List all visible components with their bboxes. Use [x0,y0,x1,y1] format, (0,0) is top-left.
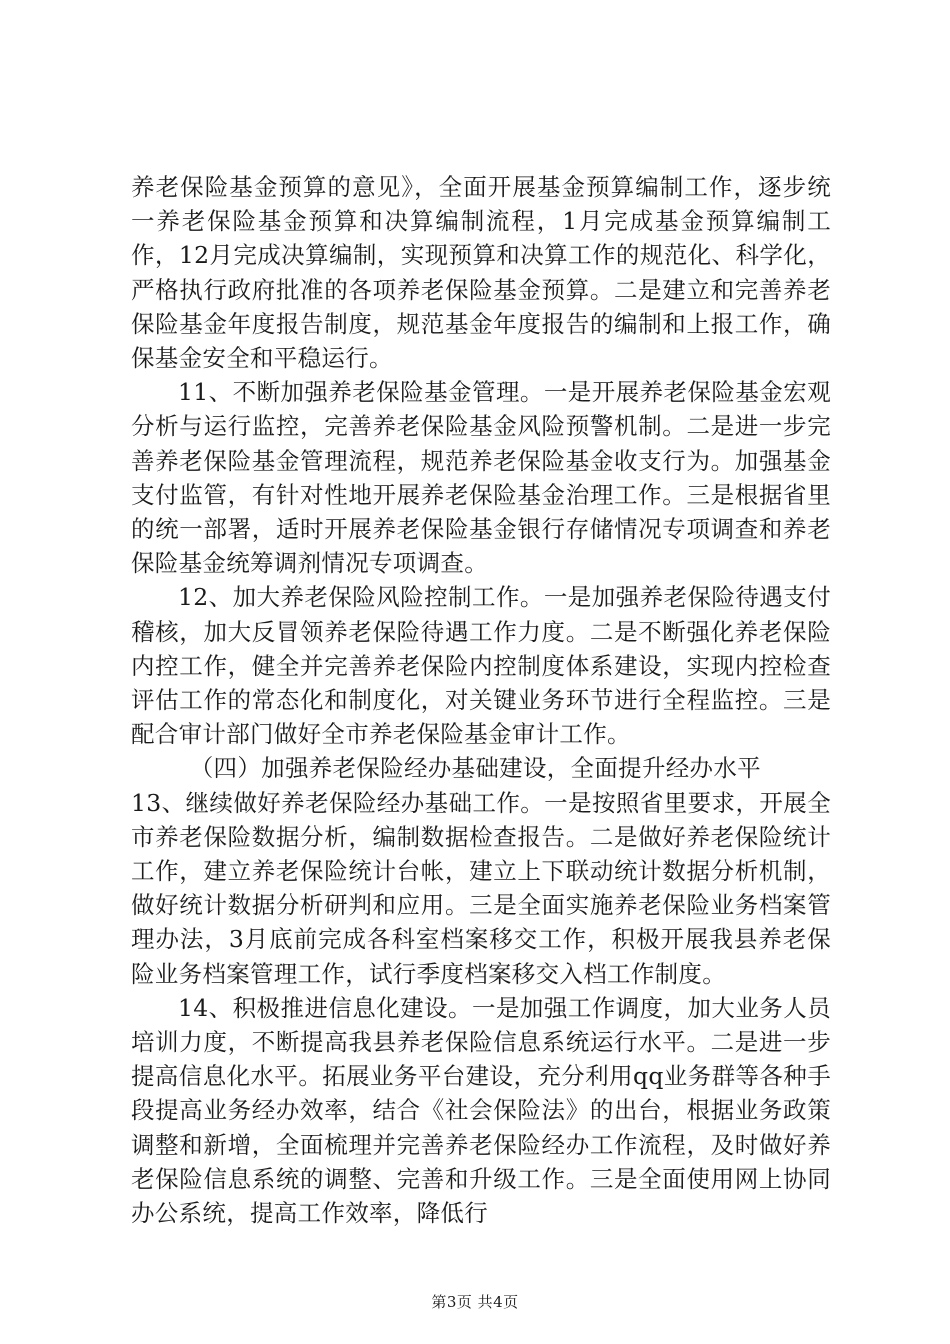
section-heading-4: （四）加强养老保险经办基础建设，全面提升经办水平 [189,754,761,783]
document-body [131,170,831,1230]
paragraph-item-11: 11、不断加强养老保险基金管理。一是开展养老保险基金宏观分析与运行监控，完善养老保险基金风险预警机制。二是进一步完善养老保险基金管理流程，规范养老保险基金收支行为。加强基金支付监管，有针对性地开展养老保险基金治理工作。三是根据省里的统一部署，适时开展养老保险基金银行存储情况专项调查和养老保险基金统筹调剂情况专项调查。 [131,378,831,578]
page-number-label: 第3页 共4页 [431,1293,519,1311]
paragraph-item-14: 14、积极推进信息化建设。一是加强工作调度，加大业务人员培训力度，不断提高我县养老保险信息系统运行水平。二是进一步提高信息化水平。拓展业务平台建设，充分利用qq业务群等各种手段提高业务经办效率，结合《社会保险法》的出台，根据业务政策调整和新增，全面梳理并完善养老保险经办工作流程，及时做好养老保险信息系统的调整、完善和升级工作。三是全面使用网上协同办公系统，提高工作效率，降低行 [131,993,831,1228]
paragraph-budget-continuation: 养老保险基金预算的意见》，全面开展基金预算编制工作，逐步统一养老保险基金预算和决算编制流程，1月完成基金预算编制工作，12月完成决算编制，实现预算和决算工作的规范化、科学化，严格执行政府批准的各项养老保险基金预算。二是建立和完善养老保险基金年度报告制度，规范基金年度报告的编制和上报工作，确保基金安全和平稳运行。 [131,173,831,373]
paragraph-item-13: 13、继续做好养老保险经办基础工作。一是按照省里要求，开展全市养老保险数据分析，编制数据检查报告。二是做好养老保险统计工作，建立养老保险统计台帐，建立上下联动统计数据分析机制，做好统计数据分析研判和应用。三是全面实施养老保险业务档案管理办法，3月底前完成各科室档案移交工作，积极开展我县养老保险业务档案管理工作，试行季度档案移交入档工作制度。 [131,788,831,988]
paragraph-item-12: 12、加大养老保险风险控制工作。一是加强养老保险待遇支付稽核，加大反冒领养老保险待遇工作力度。二是不断强化养老保险内控工作，健全并完善养老保险内控制度体系建设，实现内控检查评估工作的常态化和制度化，对关键业务环节进行全程监控。三是配合审计部门做好全市养老保险基金审计工作。 [131,583,831,749]
page-footer [0,1291,950,1312]
